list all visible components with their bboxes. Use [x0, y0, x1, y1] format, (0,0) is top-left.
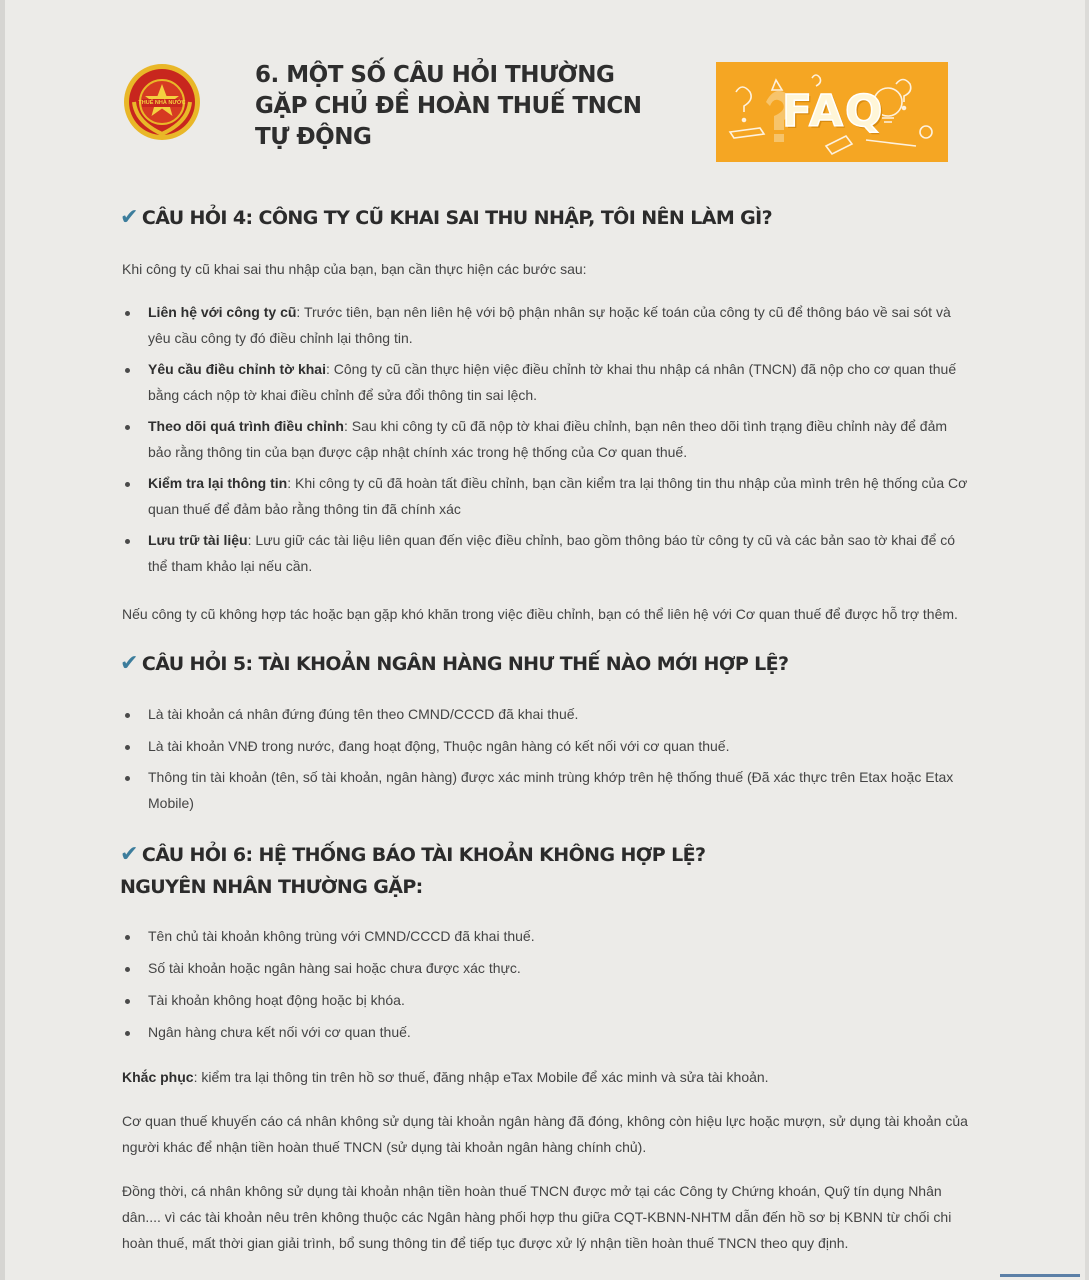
- title-line-2: GẶP CHỦ ĐỀ HOÀN THUẾ TNCN: [255, 93, 642, 119]
- question-5-criteria: [122, 702, 972, 816]
- question-6-heading: [120, 839, 705, 871]
- list-item-bold: Kiểm tra lại thông tin: [148, 475, 288, 491]
- list-item: Tên chủ tài khoản không trùng với CMND/CCCD đã khai thuế.: [122, 924, 972, 950]
- fix-text: : kiểm tra lại thông tin trên hồ sơ thuế, đăng nhập eTax Mobile để xác minh và sửa tài khoản.: [193, 1069, 769, 1085]
- advice-paragraph: Cơ quan thuế khuyến cáo cá nhân không sử dụng tài khoản ngân hàng đã đóng, không còn hiệu lực hoặc mượn, sử dụng tài khoản của người khác để nhận tiền hoàn thuế TNCN (sử dụng tài khoản ngân hàng chính chủ).: [122, 1113, 968, 1155]
- question-4-steps: [122, 300, 972, 579]
- faq-label: FAQ: [782, 86, 885, 137]
- list-item: Ngân hàng chưa kết nối với cơ quan thuế.: [122, 1020, 972, 1046]
- question-5-heading-text: CÂU HỎI 5: TÀI KHOẢN NGÂN HÀNG NHƯ THẾ NÀO MỚI HỢP LỆ?: [141, 653, 789, 675]
- question-4-outro: Nếu công ty cũ không hợp tác hoặc bạn gặp khó khăn trong việc điều chỉnh, bạn có thể liên hệ với Cơ quan thuế để được hỗ trợ thêm.: [122, 606, 958, 622]
- page-title: [255, 60, 675, 153]
- page-edge-right: [1085, 0, 1089, 1280]
- list-item-bold: Yêu cầu điều chỉnh tờ khai: [148, 361, 326, 377]
- title-line-3: TỰ ĐỘNG: [255, 124, 372, 150]
- question-4-heading-text: CÂU HỎI 4: CÔNG TY CŨ KHAI SAI THU NHẬP, TÔI NÊN LÀM GÌ?: [141, 207, 773, 229]
- check-mark-icon: ✔: [120, 651, 138, 676]
- fix-label: Khắc phục: [122, 1069, 194, 1085]
- faq-illustration: [716, 62, 948, 162]
- list-item-bold: Theo dõi quá trình điều chỉnh: [148, 418, 344, 434]
- list-item: [122, 357, 972, 408]
- list-item-text: : Công ty cũ cần thực hiện việc điều chỉnh tờ khai thu nhập cá nhân (TNCN) đã nộp cho cơ quan thuế bằng cách nộp tờ khai điều chỉnh để sửa đổi thông tin sai lệch.: [148, 361, 957, 403]
- question-4-intro: Khi công ty cũ khai sai thu nhập của bạn, bạn cần thực hiện các bước sau:: [122, 261, 587, 277]
- list-item-bold: Lưu trữ tài liệu: [148, 532, 248, 548]
- list-item-text: : Khi công ty cũ đã hoàn tất điều chỉnh, bạn cần kiểm tra lại thông tin thu nhập của mình trên hệ thống của Cơ quan thuế để đảm bảo rằng thông tin đã chính xác: [148, 475, 968, 517]
- page-edge-left: [0, 0, 5, 1280]
- note-paragraph: Đồng thời, cá nhân không sử dụng tài khoản nhận tiền hoàn thuế TNCN được mở tại các Công ty Chứng khoán, Quỹ tín dụng Nhân dân.... vì các tài khoản nêu trên không thuộc các Ngân hàng phối hợp thu giữa CQT-KBNN-NHTM dẫn đến hồ sơ bị KBNN từ chối chi hoàn thuế, mất thời gian giải trình, bổ sung thông tin để tiếp tục được xử lý nhận tiền hoàn thuế TNCN theo quy định.: [122, 1183, 952, 1251]
- question-4-heading: [120, 202, 772, 234]
- fix-paragraph: [122, 1064, 982, 1090]
- title-line-1: 6. MỘT SỐ CÂU HỎI THƯỜNG: [255, 62, 615, 88]
- list-item: Tài khoản không hoạt động hoặc bị khóa.: [122, 988, 972, 1014]
- list-item-text: : Lưu giữ các tài liệu liên quan đến việc điều chỉnh, bao gồm thông báo từ công ty cũ và các bản sao tờ khai để có thể tham khảo lại nếu cần.: [148, 532, 956, 574]
- question-6-causes: [122, 924, 972, 1046]
- list-item: [122, 471, 972, 522]
- tax-emblem-logo: [120, 62, 204, 142]
- page-bottom-bar: [1000, 1274, 1080, 1277]
- question-6-heading-line-2: NGUYÊN NHÂN THƯỜNG GẶP:: [120, 876, 423, 898]
- emblem-text: THUẾ NHÀ NƯỚC: [138, 100, 186, 106]
- list-item-text: : Trước tiên, bạn nên liên hệ với bộ phận nhân sự hoặc kế toán của công ty cũ để thông báo về sai sót và yêu cầu công ty đó điều chỉnh lại thông tin.: [148, 304, 951, 346]
- question-6-heading-line-1: CÂU HỎI 6: HỆ THỐNG BÁO TÀI KHOẢN KHÔNG HỢP LỆ?: [141, 844, 706, 866]
- list-item: [122, 414, 972, 465]
- check-mark-icon: ✔: [120, 842, 138, 867]
- list-item: [122, 528, 972, 579]
- check-mark-icon: ✔: [120, 205, 138, 230]
- question-5-heading: [120, 648, 788, 680]
- list-item: Số tài khoản hoặc ngân hàng sai hoặc chưa được xác thực.: [122, 956, 972, 982]
- list-item-bold: Liên hệ với công ty cũ: [148, 304, 297, 320]
- list-item: [122, 300, 972, 351]
- list-item: Là tài khoản VNĐ trong nước, đang hoạt động, Thuộc ngân hàng có kết nối với cơ quan thuế.: [122, 734, 972, 760]
- list-item-text: : Sau khi công ty cũ đã nộp tờ khai điều chỉnh, bạn nên theo dõi tình trạng điều chỉnh này để đảm bảo rằng thông tin của bạn được cập nhật chính xác trong hệ thống của Cơ quan thuế.: [148, 418, 948, 460]
- list-item: Là tài khoản cá nhân đứng đúng tên theo CMND/CCCD đã khai thuế.: [122, 702, 972, 728]
- list-item: Thông tin tài khoản (tên, số tài khoản, ngân hàng) được xác minh trùng khớp trên hệ thống thuế (Đã xác thực trên Etax hoặc Etax Mobile): [122, 765, 972, 816]
